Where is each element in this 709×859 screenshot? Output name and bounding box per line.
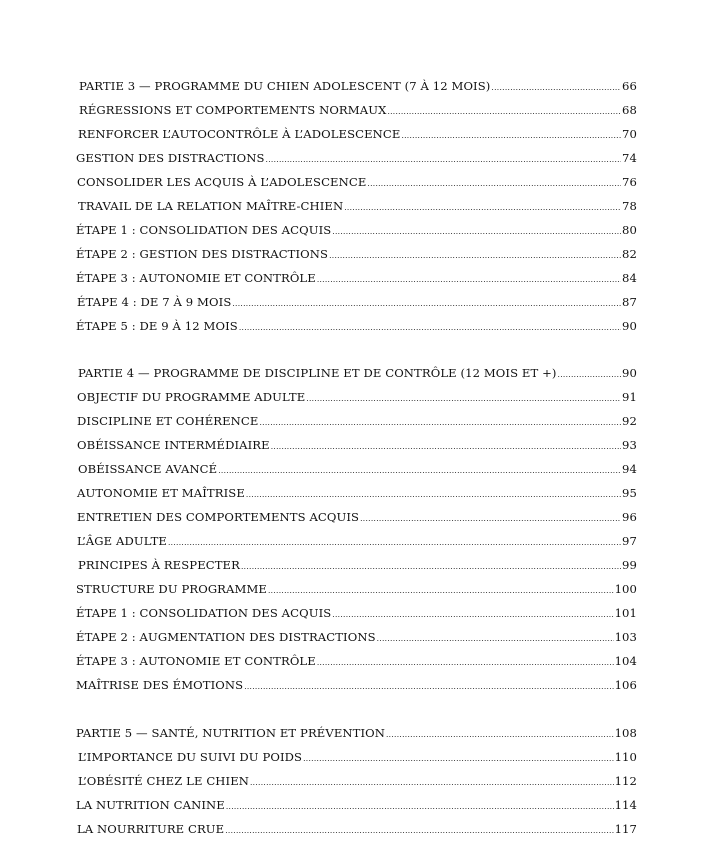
- toc-entry-title: GESTION DES DISTRACTIONS: [76, 151, 265, 165]
- toc-entry-title: L’IMPORTANCE DU SUIVI DU POIDS: [78, 750, 303, 764]
- toc-entry[interactable]: [76, 726, 637, 744]
- toc-entry-title: TRAVAIL DE LA RELATION MAÎTRE-CHIEN: [78, 199, 344, 213]
- toc-entry-title: PRINCIPES À RESPECTER: [78, 558, 240, 572]
- toc-entry[interactable]: [76, 319, 637, 337]
- toc-entry-page-number: 114: [614, 798, 637, 812]
- toc-entry[interactable]: [77, 414, 637, 432]
- toc-entry-page-number: 112: [614, 774, 637, 788]
- toc-entry-title: RENFORCER L’AUTOCONTRÔLE À L’ADOLESCENCE: [78, 127, 401, 141]
- toc-entry[interactable]: [77, 438, 637, 456]
- toc-dot-leader: [271, 442, 621, 451]
- toc-entry-page-number: 97: [622, 534, 637, 548]
- toc-dot-leader: [168, 538, 621, 547]
- toc-entry[interactable]: [79, 79, 637, 97]
- toc-entry-title: MAÎTRISE DES ÉMOTIONS: [76, 678, 244, 692]
- toc-entry-page-number: 91: [622, 390, 637, 404]
- toc-entry-page-number: 104: [614, 654, 637, 668]
- toc-dot-leader: [558, 370, 622, 379]
- toc-dot-leader: [332, 227, 621, 236]
- toc-entry-title: ÉTAPE 4 : DE 7 À 9 MOIS: [77, 295, 232, 309]
- toc-dot-leader: [491, 83, 621, 92]
- toc-dot-leader: [250, 778, 614, 787]
- toc-entry[interactable]: [76, 678, 637, 696]
- toc-dot-leader: [401, 131, 621, 140]
- toc-entry[interactable]: [78, 558, 637, 576]
- toc-dot-leader: [367, 179, 621, 188]
- toc-entry[interactable]: [76, 606, 637, 624]
- toc-entry[interactable]: [77, 295, 637, 313]
- toc-entry-page-number: 117: [614, 822, 637, 836]
- toc-entry-title: PARTIE 3 — PROGRAMME DU CHIEN ADOLESCENT (7 À 12 MOIS): [79, 79, 491, 93]
- toc-dot-leader: [232, 299, 621, 308]
- toc-entry[interactable]: [78, 750, 637, 768]
- toc-entry[interactable]: [76, 151, 637, 169]
- toc-entry-page-number: 74: [622, 151, 637, 165]
- toc-entry[interactable]: [78, 462, 637, 480]
- toc-entry-title: L’OBÉSITÉ CHEZ LE CHIEN: [78, 774, 249, 788]
- toc-dot-leader: [239, 323, 621, 332]
- toc-entry[interactable]: [78, 366, 637, 384]
- toc-entry-page-number: 94: [622, 462, 637, 476]
- toc-entry-title: OBÉISSANCE AVANCÉ: [78, 462, 218, 476]
- toc-entry[interactable]: [76, 798, 637, 816]
- toc-entry-title: ÉTAPE 1 : CONSOLIDATION DES ACQUIS: [76, 223, 332, 237]
- toc-dot-leader: [266, 155, 622, 164]
- toc-dot-leader: [317, 275, 621, 284]
- toc-entry[interactable]: [78, 199, 637, 217]
- toc-entry-page-number: 90: [622, 319, 637, 333]
- toc-entry-page-number: 68: [622, 103, 637, 117]
- toc-entry-title: ENTRETIEN DES COMPORTEMENTS ACQUIS: [77, 510, 360, 524]
- toc-entry-title: STRUCTURE DU PROGRAMME: [76, 582, 267, 596]
- toc-entry-title: ÉTAPE 2 : GESTION DES DISTRACTIONS: [76, 247, 329, 261]
- toc-dot-leader: [303, 754, 613, 763]
- toc-entry-page-number: 108: [614, 726, 637, 740]
- toc-entry[interactable]: [76, 223, 637, 241]
- toc-dot-leader: [329, 251, 621, 260]
- toc-entry-page-number: 84: [622, 271, 637, 285]
- toc-entry-page-number: 76: [622, 175, 637, 189]
- toc-entry-title: AUTONOMIE ET MAÎTRISE: [77, 486, 245, 500]
- toc-entry-title: PARTIE 4 — PROGRAMME DE DISCIPLINE ET DE CONTRÔLE (12 MOIS ET +): [78, 366, 557, 380]
- toc-entry-title: ÉTAPE 3 : AUTONOMIE ET CONTRÔLE: [76, 271, 316, 285]
- toc-entry-page-number: 100: [614, 582, 637, 596]
- toc-entry-title: ÉTAPE 5 : DE 9 À 12 MOIS: [76, 319, 238, 333]
- toc-dot-leader: [377, 634, 614, 643]
- toc-dot-leader: [332, 610, 613, 619]
- toc-entry[interactable]: [77, 390, 637, 408]
- toc-dot-leader: [218, 466, 621, 475]
- toc-dot-leader: [226, 802, 614, 811]
- toc-entry-page-number: 99: [622, 558, 637, 572]
- toc-entry-title: LA NOURRITURE CRUE: [77, 822, 225, 836]
- toc-dot-leader: [344, 203, 621, 212]
- toc-entry-title: OBJECTIF DU PROGRAMME ADULTE: [77, 390, 306, 404]
- toc-dot-leader: [306, 394, 621, 403]
- toc-dot-leader: [244, 682, 613, 691]
- toc-entry[interactable]: [78, 774, 637, 792]
- toc-dot-leader: [225, 826, 613, 835]
- toc-entry-page-number: 80: [622, 223, 637, 237]
- toc-entry-page-number: 93: [622, 438, 637, 452]
- toc-entry[interactable]: [77, 510, 637, 528]
- toc-entry-title: OBÉISSANCE INTERMÉDIAIRE: [77, 438, 270, 452]
- toc-dot-leader: [268, 586, 614, 595]
- toc-entry-page-number: 103: [614, 630, 637, 644]
- toc-entry-page-number: 66: [622, 79, 637, 93]
- toc-entry-title: PARTIE 5 — SANTÉ, NUTRITION ET PRÉVENTION: [76, 726, 385, 740]
- toc-entry-title: ÉTAPE 3 : AUTONOMIE ET CONTRÔLE: [76, 654, 316, 668]
- toc-entry[interactable]: [76, 582, 637, 600]
- toc-entry[interactable]: [76, 654, 637, 672]
- toc-entry-page-number: 87: [622, 295, 637, 309]
- toc-entry[interactable]: [77, 175, 637, 193]
- toc-entry-page-number: 92: [622, 414, 637, 428]
- toc-entry-page-number: 96: [622, 510, 637, 524]
- toc-entry-page-number: 70: [622, 127, 637, 141]
- toc-entry-title: CONSOLIDER LES ACQUIS À L’ADOLESCENCE: [77, 175, 367, 189]
- toc-dot-leader: [360, 514, 621, 523]
- toc-entry-title: DISCIPLINE ET COHÉRENCE: [77, 414, 259, 428]
- toc-entry-title: L’ÂGE ADULTE: [77, 534, 167, 548]
- toc-entry-title: LA NUTRITION CANINE: [76, 798, 225, 812]
- toc-entry[interactable]: [79, 103, 637, 121]
- toc-entry[interactable]: [77, 486, 637, 504]
- toc-entry-page-number: 90: [622, 366, 637, 380]
- toc-dot-leader: [246, 490, 621, 499]
- toc-entry-page-number: 110: [614, 750, 637, 764]
- toc-entry-page-number: 106: [614, 678, 637, 692]
- toc-entry[interactable]: [77, 534, 637, 552]
- toc-entry-title: RÉGRESSIONS ET COMPORTEMENTS NORMAUX: [79, 103, 387, 117]
- toc-entry[interactable]: [76, 271, 637, 289]
- toc-entry-page-number: 82: [622, 247, 637, 261]
- toc-entry-title: ÉTAPE 1 : CONSOLIDATION DES ACQUIS: [76, 606, 332, 620]
- toc-entry[interactable]: [76, 630, 637, 648]
- toc-entry-page-number: 101: [614, 606, 637, 620]
- toc-dot-leader: [387, 107, 621, 116]
- toc-entry[interactable]: [77, 822, 637, 840]
- toc-entry[interactable]: [76, 247, 637, 265]
- toc-entry-page-number: 95: [622, 486, 637, 500]
- toc-dot-leader: [241, 562, 621, 571]
- toc-dot-leader: [259, 418, 621, 427]
- toc-entry-page-number: 78: [622, 199, 637, 213]
- toc-dot-leader: [386, 730, 614, 739]
- toc-dot-leader: [317, 658, 614, 667]
- toc-entry[interactable]: [78, 127, 637, 145]
- toc-entry-title: ÉTAPE 2 : AUGMENTATION DES DISTRACTIONS: [76, 630, 376, 644]
